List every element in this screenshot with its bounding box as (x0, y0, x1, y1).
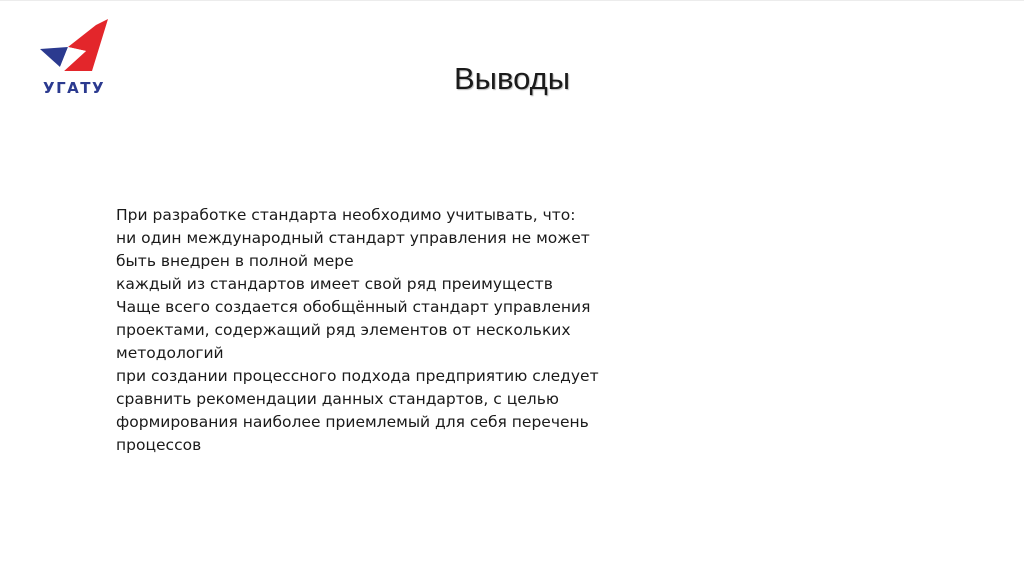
paragraph-point-2: каждый из стандартов имеет свой ряд преимуществ (116, 275, 553, 293)
paragraph-point-3: Чаще всего создается обобщённый стандарт управления проектами, содержащий ряд элементов от нескольких методологий (116, 298, 591, 362)
logo-text: УГАТУ (43, 79, 106, 97)
slide-title: Выводы (453, 61, 570, 96)
paragraph-intro: При разработке стандарта необходимо учитывать, что: (116, 206, 576, 224)
paragraph-point-4: при создании процессного подхода предприятию следует сравнить рекомендации данных стандартов, с целью формирования наиболее приемлемый для себя перечень процессов (116, 367, 599, 454)
slide-body (116, 204, 616, 457)
paragraph-point-1: ни один международный стандарт управления не может быть внедрен в полной мере (116, 229, 590, 270)
